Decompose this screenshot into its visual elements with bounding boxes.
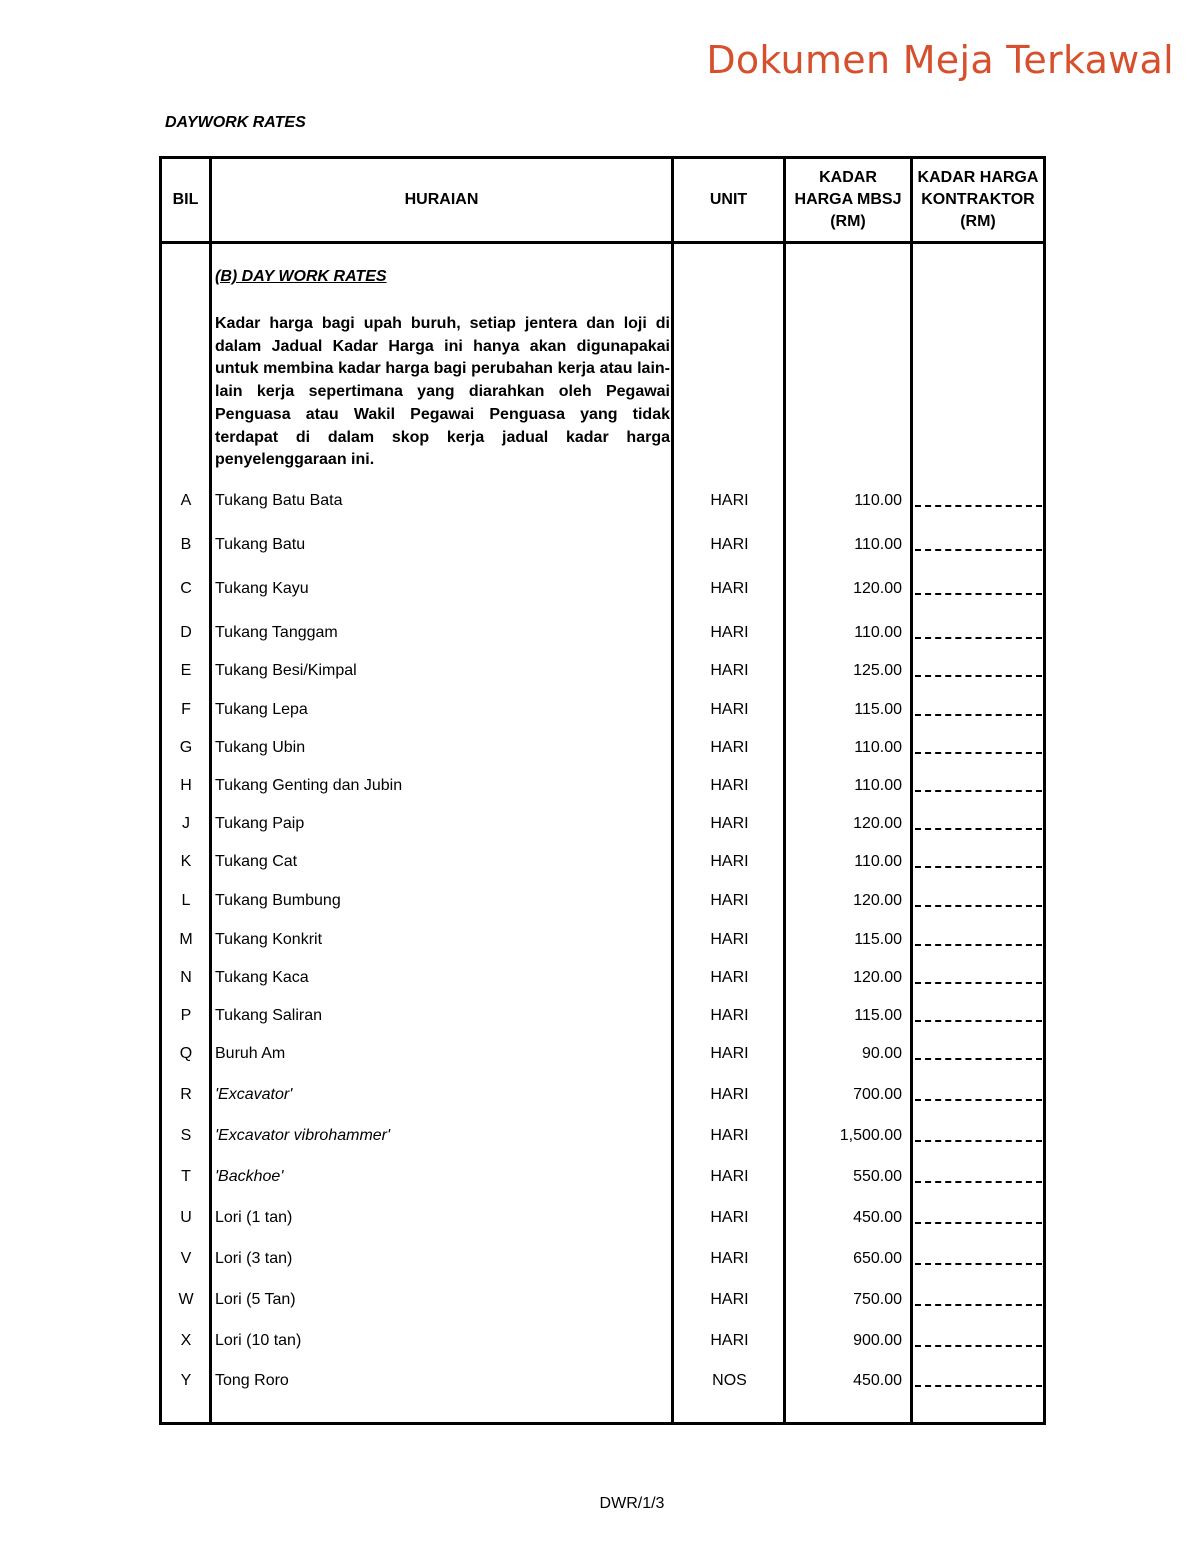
row-unit: HARI [710, 1250, 749, 1267]
table-row [0, 701, 1200, 725]
row-description: Lori (5 Tan) [215, 1291, 296, 1308]
row-code: Y [180, 1372, 192, 1389]
row-unit: HARI [710, 1007, 749, 1024]
row-code: K [180, 853, 192, 870]
intro-paragraph: Kadar harga bagi upah buruh, setiap jentera dan loji di dalam Jadual Kadar Harga ini hanya akan digunapakai untuk membina kadar harga bagi perubahan kerja atau lain-lain kerja sepertimana yang diarahkan oleh Pegawai Penguasa atau Wakil Pegawai Penguasa yang tidak terdapat di dalam skop kerja jadual kadar harga penyelenggaraan ini. [215, 315, 670, 469]
table-row [0, 1332, 1200, 1356]
row-unit: HARI [710, 1127, 749, 1144]
watermark-label: Dokumen Meja Terkawal [706, 38, 1174, 82]
row-rate-mbsj: 90.00 [861, 1045, 902, 1062]
row-code: F [181, 701, 191, 718]
row-code: G [179, 739, 193, 756]
row-description: Tukang Cat [215, 853, 298, 870]
row-rate-mbsj: 110.00 [854, 536, 902, 553]
row-rate-mbsj: 120.00 [853, 815, 902, 832]
row-contractor-rate-blank [915, 502, 1042, 507]
table-row [0, 1291, 1200, 1315]
row-description: Tukang Saliran [215, 1007, 323, 1024]
table-row [0, 739, 1200, 763]
row-contractor-rate-blank [915, 941, 1042, 946]
table-row [0, 580, 1200, 604]
page-title: DAYWORK RATES [165, 114, 306, 131]
row-unit: HARI [710, 1045, 749, 1062]
row-description: Tukang Genting dan Jubin [215, 777, 403, 794]
row-description: Lori (1 tan) [215, 1209, 293, 1226]
row-contractor-rate-blank [915, 1301, 1042, 1306]
row-rate-mbsj: 750.00 [853, 1291, 902, 1308]
row-contractor-rate-blank [915, 825, 1042, 830]
row-description: Buruh Am [215, 1045, 286, 1062]
row-unit: HARI [710, 1291, 749, 1308]
row-description: 'Backhoe' [215, 1168, 284, 1185]
row-description: Tukang Kayu [215, 580, 309, 597]
row-rate-mbsj: 115.00 [854, 701, 902, 718]
row-description: Tukang Tanggam [215, 624, 338, 641]
row-contractor-rate-blank [915, 902, 1042, 907]
row-contractor-rate-blank [915, 1382, 1042, 1387]
row-description: 'Excavator' [215, 1086, 293, 1103]
table-row [0, 1045, 1200, 1069]
row-code: D [180, 624, 192, 641]
row-unit: HARI [710, 815, 749, 832]
page-footer: DWR/1/3 [599, 1495, 665, 1512]
row-unit: HARI [710, 1209, 749, 1226]
row-contractor-rate-blank [915, 1342, 1042, 1347]
row-unit: HARI [710, 701, 749, 718]
row-unit: HARI [710, 1086, 749, 1103]
row-rate-mbsj: 700.00 [853, 1086, 902, 1103]
row-description: Tukang Paip [215, 815, 305, 832]
table-row [0, 624, 1200, 648]
row-unit: HARI [710, 536, 749, 553]
row-rate-mbsj: 120.00 [853, 580, 902, 597]
row-rate-mbsj: 115.00 [854, 1007, 902, 1024]
row-description: Tukang Bumbung [215, 892, 341, 909]
row-contractor-rate-blank [915, 1137, 1042, 1142]
table-row [0, 536, 1200, 560]
row-code: S [180, 1127, 192, 1144]
row-rate-mbsj: 450.00 [853, 1209, 902, 1226]
row-unit: HARI [710, 1168, 749, 1185]
row-description: Lori (3 tan) [215, 1250, 293, 1267]
row-unit: HARI [710, 892, 749, 909]
row-contractor-rate-blank [915, 672, 1042, 677]
table-row [0, 1007, 1200, 1031]
row-unit: HARI [710, 624, 749, 641]
row-rate-mbsj: 1,500.00 [839, 1127, 902, 1144]
table-row [0, 892, 1200, 916]
row-contractor-rate-blank [915, 634, 1042, 639]
table-row [0, 1372, 1200, 1396]
header-bil: BIL [172, 191, 199, 208]
row-code: L [181, 892, 191, 909]
row-unit: HARI [710, 931, 749, 948]
table-row [0, 969, 1200, 993]
row-rate-mbsj: 110.00 [854, 492, 902, 509]
row-unit: NOS [712, 1372, 747, 1389]
header-kadar-mbsj: KADAR HARGA MBSJ (RM) [794, 169, 902, 230]
table-row [0, 853, 1200, 877]
row-rate-mbsj: 110.00 [854, 624, 902, 641]
header-unit: UNIT [709, 191, 748, 208]
table-row [0, 492, 1200, 516]
row-code: V [180, 1250, 192, 1267]
row-contractor-rate-blank [915, 1219, 1042, 1224]
row-contractor-rate-blank [915, 590, 1042, 595]
table-row [0, 815, 1200, 839]
table-row [0, 1086, 1200, 1110]
header-huraian: HURAIAN [404, 191, 479, 208]
row-unit: HARI [710, 739, 749, 756]
table-row [0, 777, 1200, 801]
table-row [0, 931, 1200, 955]
row-code: Q [179, 1045, 193, 1062]
row-unit: HARI [710, 492, 749, 509]
row-rate-mbsj: 110.00 [854, 777, 902, 794]
row-code: B [180, 536, 192, 553]
row-code: E [180, 662, 192, 679]
row-contractor-rate-blank [915, 546, 1042, 551]
row-rate-mbsj: 110.00 [854, 853, 902, 870]
row-code: M [179, 931, 193, 948]
row-description: Tukang Ubin [215, 739, 306, 756]
row-rate-mbsj: 450.00 [853, 1372, 902, 1389]
row-code: W [178, 1291, 194, 1308]
row-code: X [180, 1332, 192, 1349]
row-code: H [180, 777, 192, 794]
row-description: Tukang Batu Bata [215, 492, 343, 509]
row-rate-mbsj: 550.00 [853, 1168, 902, 1185]
row-unit: HARI [710, 662, 749, 679]
row-unit: HARI [710, 969, 749, 986]
row-rate-mbsj: 120.00 [853, 969, 902, 986]
row-unit: HARI [710, 580, 749, 597]
row-contractor-rate-blank [915, 749, 1042, 754]
row-code: P [180, 1007, 192, 1024]
row-code: A [180, 492, 192, 509]
table-row [0, 1168, 1200, 1192]
row-description: 'Excavator vibrohammer' [215, 1127, 391, 1144]
table-row [0, 1127, 1200, 1151]
row-code: C [180, 580, 192, 597]
row-code: R [180, 1086, 192, 1103]
row-unit: HARI [710, 777, 749, 794]
row-code: J [182, 815, 190, 832]
row-contractor-rate-blank [915, 1260, 1042, 1265]
row-contractor-rate-blank [915, 863, 1042, 868]
header-kadar-kontraktor: KADAR HARGA KONTRAKTOR (RM) [917, 169, 1039, 230]
row-contractor-rate-blank [915, 1017, 1042, 1022]
row-description: Tukang Lepa [215, 701, 308, 718]
row-rate-mbsj: 900.00 [853, 1332, 902, 1349]
table-row [0, 1209, 1200, 1233]
row-contractor-rate-blank [915, 1178, 1042, 1183]
row-contractor-rate-blank [915, 711, 1042, 716]
row-code: N [180, 969, 192, 986]
row-unit: HARI [710, 853, 749, 870]
row-rate-mbsj: 120.00 [853, 892, 902, 909]
row-contractor-rate-blank [915, 1055, 1042, 1060]
row-rate-mbsj: 125.00 [853, 662, 902, 679]
row-description: Tukang Kaca [215, 969, 309, 986]
row-rate-mbsj: 115.00 [854, 931, 902, 948]
row-contractor-rate-blank [915, 1096, 1042, 1101]
row-description: Tukang Batu [215, 536, 306, 553]
row-unit: HARI [710, 1332, 749, 1349]
table-row [0, 1250, 1200, 1274]
row-code: U [180, 1209, 192, 1226]
row-description: Tukang Konkrit [215, 931, 323, 948]
row-description: Tong Roro [215, 1372, 289, 1389]
header-divider [159, 241, 1046, 244]
table-row [0, 662, 1200, 686]
section-heading: (B) DAY WORK RATES [215, 268, 387, 285]
row-code: T [181, 1168, 191, 1185]
row-description: Tukang Besi/Kimpal [215, 662, 357, 679]
row-rate-mbsj: 110.00 [854, 739, 902, 756]
row-description: Lori (10 tan) [215, 1332, 302, 1349]
row-contractor-rate-blank [915, 979, 1042, 984]
row-contractor-rate-blank [915, 787, 1042, 792]
row-rate-mbsj: 650.00 [853, 1250, 902, 1267]
